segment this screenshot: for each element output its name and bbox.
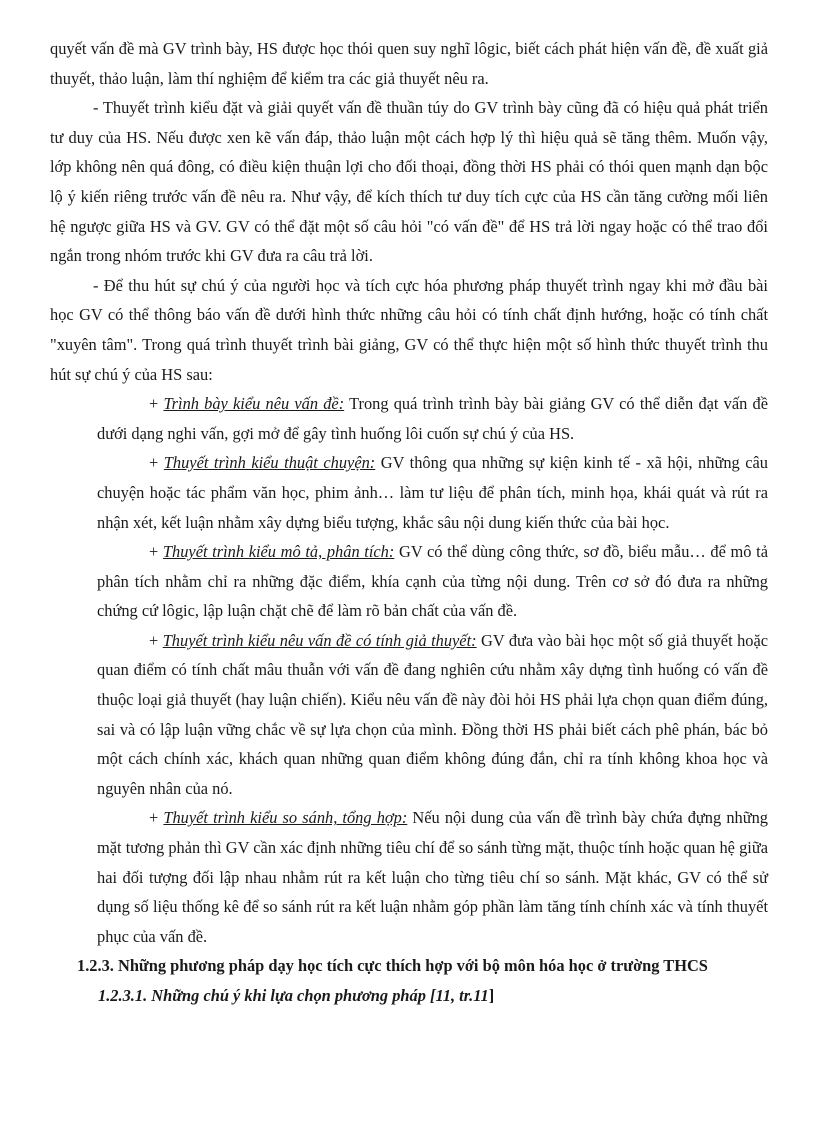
document-page [50,34,768,1011]
item-text: GV thông qua những sự kiện kinh tế - xã hội, những câu chuyện hoặc tác phẩm văn học, phim ảnh… làm tư liệu để phân tích, minh họa, khái quát và rút ra nhận xét, kết luận nhằm xây dựng biểu tượng, khắc sâu nội dung kiến thức của bài học. [97,453,768,532]
item-text: Nếu nội dung của vấn đề trình bày chứa đựng những mặt tương phản thì GV cần xác định những tiêu chí để so sánh từng mặt, thuộc tính hoặc quan hệ giữa hai đối tượng đối lập nhau nhằm rút ra kết luận cho từng tiêu chí so sánh. Mặt khác, GV có thể sử dụng số liệu thống kê để so sánh rút ra kết luận nhằm góp phần làm tăng tính chính xác và tính thuyết phục của vấn đề. [97,808,768,946]
list-item [97,448,768,537]
item-term: Thuyết trình kiểu so sánh, tổng hợp: [163,808,408,828]
subsection-reference: [11, tr.11 [430,986,489,1005]
paragraph-problem-solving: - Thuyết trình kiểu đặt và giải quyết vấn đề thuần túy do GV trình bày cũng đã có hiệu quả phát triển tư duy của HS. Nếu được xen kẽ vấn đáp, thảo luận một cách hợp lý thì hiệu quả sẽ tăng thêm. Muốn vậy, lớp không nên quá đông, có điều kiện thuận lợi cho đối thoại, đồng thời HS phải có thói quen mạnh dạn bộc lộ ý kiến riêng trước vấn đề nêu ra. Như vậy, để kích thích tư duy tích cực của HS cần tăng cường mối liên hệ ngược giữa HS và GV. GV có thể đặt một số câu hỏi "có vấn đề" để HS trả lời ngay hoặc có thể trao đổi ngắn trong nhóm trước khi GV đưa ra câu trả lời. [50,98,768,266]
item-text: GV có thể dùng công thức, sơ đồ, biểu mẫu… để mô tả phân tích nhằm chỉ ra những đặc điểm, khía cạnh của từng nội dung. Trên cơ sở đó đưa ra những chứng cứ lôgic, lập luận chặt chẽ để làm rõ bản chất của vấn đề. [97,542,768,621]
item-text: GV đưa vào bài học một số giả thuyết hoặc quan điểm có tính chất mâu thuẫn với vấn đề đang nghiên cứu nhằm xây dựng tình huống có vấn đề thuộc loại giả thuyết (hay luận chiến). Kiểu nêu vấn đề này đòi hỏi HS phải lựa chọn quan điểm đúng, sai và có lập luận vững chắc về sự lựa chọn của mình. Đồng thời HS phải biết cách phê phán, bác bỏ một cách chính xác, khách quan những quan điểm không đúng đắn, chỉ ra tính không khoa học và nguyên nhân của nó. [97,630,769,798]
section-heading: 1.2.3. Những phương pháp dạy học tích cực thích hợp với bộ môn hóa học ở trường THCS [77,956,708,976]
item-text: Trong quá trình trình bày bài giảng GV có thể diễn đạt vấn đề dưới dạng nghi vấn, gợi mở để gây tình huống lôi cuốn sự chú ý của HS. [97,394,768,443]
item-term: Thuyết trình kiểu mô tả, phân tích: [162,542,395,562]
list-item [97,389,768,448]
item-term: Thuyết trình kiểu thuật chuyện: [163,453,376,473]
list-item [97,803,768,951]
subsection-title: 1.2.3.1. Những chú ý khi lựa chọn phương pháp [98,986,430,1005]
item-term: Trình bày kiểu nêu vấn đề: [163,394,345,414]
item-term: Thuyết trình kiểu nêu vấn đề có tính giả thuyết: [162,630,477,650]
paragraph-attention: - Để thu hút sự chú ý của người học và tích cực hóa phương pháp thuyết trình ngay khi mở đầu bài học GV có thể thông báo vấn đề dưới hình thức những câu hỏi có tính chất định hướng, hoặc có tính chất "xuyên tâm". Trong quá trình thuyết trình bài giảng, GV có thể thực hiện một số hình thức thuyết trình thu hút sự chú ý của HS sau: [50,275,768,384]
item-prefix: + [149,542,163,562]
paragraph-continuation: quyết vấn đề mà GV trình bày, HS được học thói quen suy nghĩ lôgic, biết cách phát hiện vấn đề, đề xuất giả thuyết, thảo luận, làm thí nghiệm để kiểm tra các giả thuyết nêu ra. [50,39,768,88]
subsection-heading [98,981,768,1011]
list-item [97,537,768,626]
item-prefix: + [149,453,164,473]
item-prefix: + [149,808,164,828]
list-item [97,626,768,804]
item-prefix: + [149,394,164,414]
item-prefix: + [149,630,163,650]
subsection-reference-close: ] [488,986,495,1005]
